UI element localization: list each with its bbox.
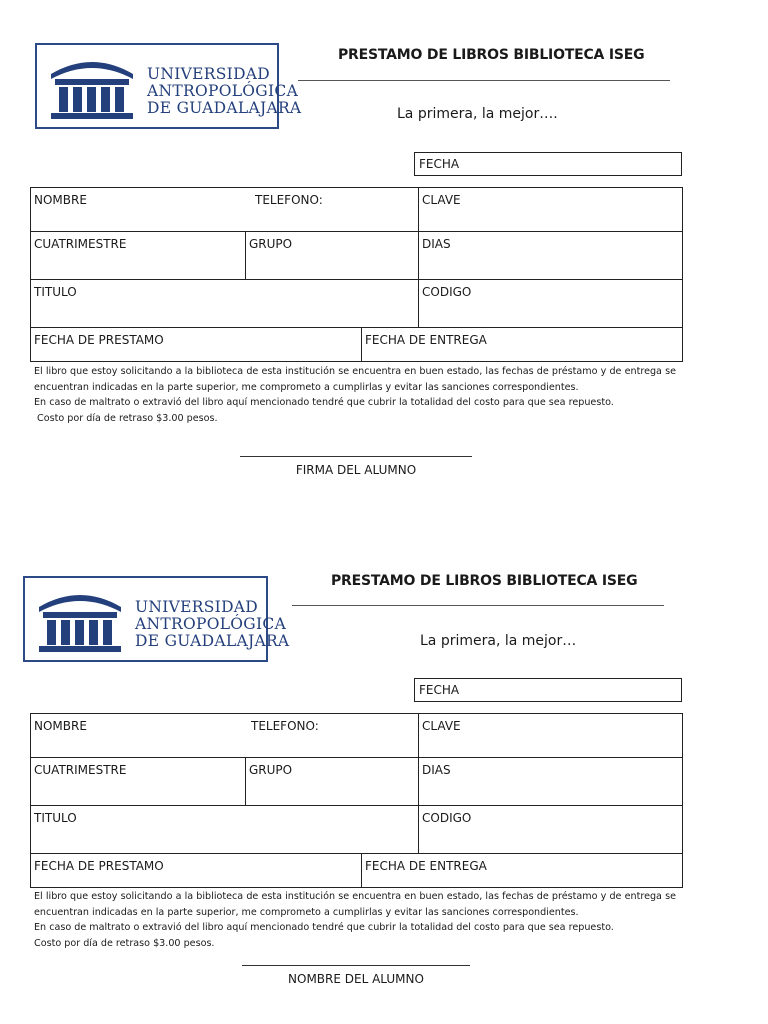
terms-text-2: En caso de maltrato o extravió del libro aquí mencionado tendré que cubrir la totalidad del costo para que sea repuesto. (34, 397, 614, 408)
fecha-field[interactable] (414, 678, 682, 702)
titulo-label: TITULO (34, 811, 77, 825)
loan-form-table (30, 713, 683, 888)
motto: La primera, la mejor…. (397, 106, 558, 122)
nombre-field[interactable] (31, 714, 419, 758)
logo-line-1: UNIVERSIDAD (147, 65, 271, 83)
form-title: PRESTAMO DE LIBROS BIBLIOTECA ISEG (338, 47, 645, 63)
terms-text-1: El libro que estoy solicitando a la biblioteca de esta institución se encuentra en buen estado, las fechas de préstamo y de entrega se encuentran indicadas en la parte superior, me comprometo a cumplirlas y evitar las sanciones correspondientes. (34, 366, 676, 393)
motto: La primera, la mejor… (420, 633, 577, 649)
cuatrimestre-label: CUATRIMESTRE (34, 763, 127, 777)
dias-field[interactable] (419, 758, 683, 806)
fecha-prestamo-field[interactable] (31, 328, 362, 362)
signature-label: FIRMA DEL ALUMNO (295, 463, 417, 477)
fecha-prestamo-label: FECHA DE PRESTAMO (34, 859, 164, 873)
signature-line (242, 965, 470, 966)
logo-line-2: ANTROPOLÓGICA (135, 615, 287, 633)
signature-line (240, 456, 472, 457)
colonnade-logo-icon (33, 585, 127, 655)
fecha-entrega-field[interactable] (362, 854, 683, 888)
codigo-field[interactable] (419, 280, 683, 328)
titulo-field[interactable] (31, 280, 419, 328)
grupo-label: GRUPO (249, 763, 293, 777)
fecha-label: FECHA (419, 683, 460, 697)
fecha-field[interactable] (414, 152, 682, 176)
grupo-field[interactable] (246, 758, 419, 806)
nombre-label: NOMBRE (34, 719, 87, 733)
codigo-field[interactable] (419, 806, 683, 854)
telefono-label: TELEFONO: (251, 719, 319, 733)
signature-label: NOMBRE DEL ALUMNO (288, 972, 424, 986)
terms-paragraph (34, 364, 676, 426)
telefono-label: TELEFONO: (255, 193, 323, 207)
terms-text-2: En caso de maltrato o extravió del libro aquí mencionado tendré que cubrir la totalidad del costo para que sea repuesto. (34, 922, 614, 933)
fecha-entrega-field[interactable] (362, 328, 683, 362)
terms-text-3: Costo por día de retraso $3.00 pesos. (34, 412, 218, 424)
dias-label: DIAS (422, 237, 451, 251)
terms-paragraph (34, 889, 676, 951)
titulo-label: TITULO (34, 285, 77, 299)
grupo-field[interactable] (246, 232, 419, 280)
logo-line-2: ANTROPOLÓGICA (147, 82, 299, 100)
terms-text-3: Costo por día de retraso $3.00 pesos. (34, 937, 215, 949)
fecha-prestamo-label: FECHA DE PRESTAMO (34, 333, 164, 347)
cuatrimestre-field[interactable] (31, 758, 246, 806)
form-title: PRESTAMO DE LIBROS BIBLIOTECA ISEG (331, 573, 638, 589)
clave-label: CLAVE (422, 719, 461, 733)
title-underline (298, 80, 670, 81)
cuatrimestre-field[interactable] (31, 232, 246, 280)
fecha-entrega-label: FECHA DE ENTREGA (365, 859, 487, 873)
cuatrimestre-label: CUATRIMESTRE (34, 237, 127, 251)
fecha-entrega-label: FECHA DE ENTREGA (365, 333, 487, 347)
clave-field[interactable] (419, 714, 683, 758)
fecha-label: FECHA (419, 157, 460, 171)
dias-field[interactable] (419, 232, 683, 280)
clave-field[interactable] (419, 188, 683, 232)
loan-form-table (30, 187, 683, 362)
terms-text-1: El libro que estoy solicitando a la biblioteca de esta institución se encuentra en buen estado, las fechas de préstamo y de entrega se encuentran indicadas en la parte superior, me comprometo a cumplirlas y evitar las sanciones correspondientes. (34, 891, 676, 918)
titulo-field[interactable] (31, 806, 419, 854)
fecha-prestamo-field[interactable] (31, 854, 362, 888)
nombre-field[interactable] (31, 188, 419, 232)
title-underline (292, 605, 664, 606)
logo-line-3: DE GUADALAJARA (135, 632, 290, 650)
colonnade-logo-icon (45, 52, 139, 122)
codigo-label: CODIGO (422, 285, 472, 299)
clave-label: CLAVE (422, 193, 461, 207)
dias-label: DIAS (422, 763, 451, 777)
codigo-label: CODIGO (422, 811, 472, 825)
university-logo (35, 43, 302, 129)
university-logo (23, 576, 290, 662)
grupo-label: GRUPO (249, 237, 293, 251)
logo-line-1: UNIVERSIDAD (135, 598, 259, 616)
nombre-label: NOMBRE (34, 193, 87, 207)
logo-line-3: DE GUADALAJARA (147, 99, 302, 117)
